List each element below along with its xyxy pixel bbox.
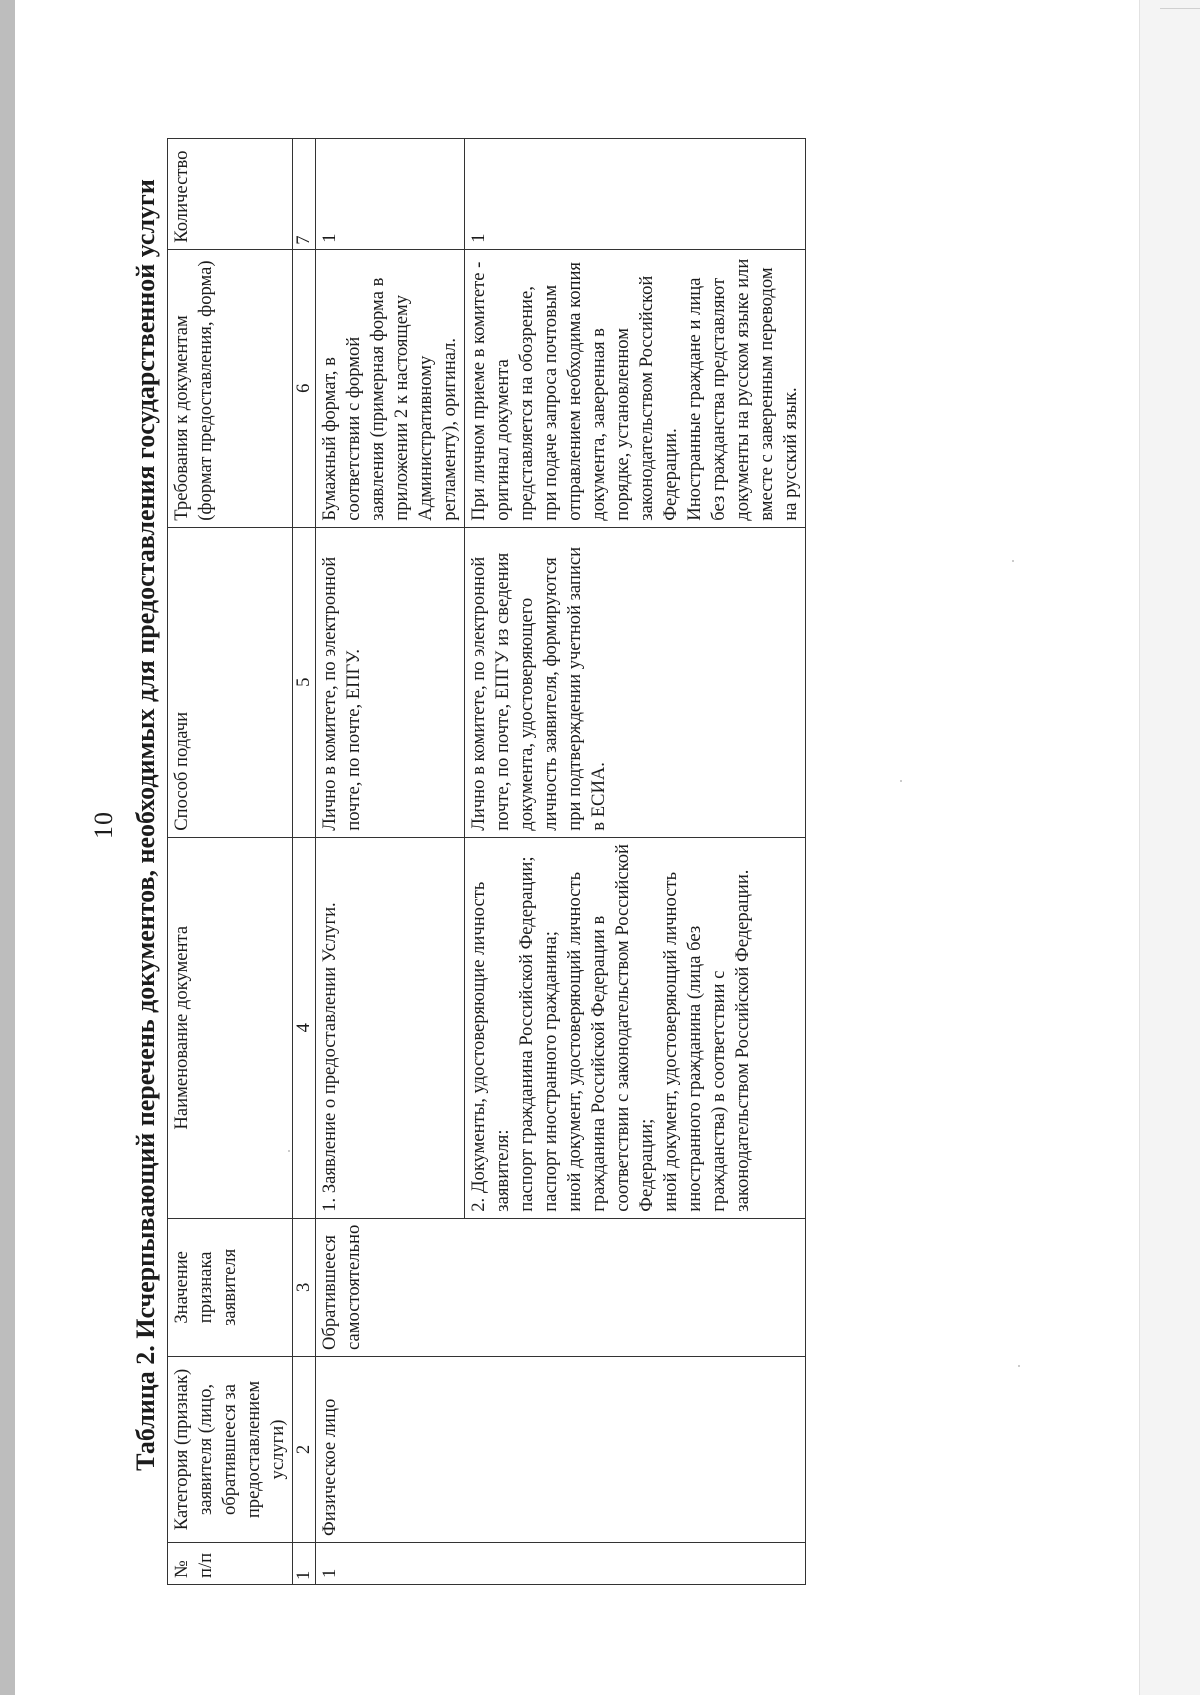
column-number: 6 bbox=[293, 249, 316, 527]
header-category: Категория (признак) заявителя (лицо, обратившееся за предоставлением услуги) bbox=[168, 1357, 293, 1543]
header-submission-method: Способ подачи bbox=[168, 527, 293, 837]
document-line: паспорт иностранного гражданина; bbox=[540, 931, 561, 1212]
document-name: 1. Заявление о предоставлении Услуги. bbox=[316, 837, 465, 1218]
document-quantity: 1 bbox=[316, 138, 465, 249]
document-title: Таблица 2. Исчерпывающий перечень документов, необходимых для предоставления государственной услуги bbox=[131, 179, 160, 1471]
document-line: 2. Документы, удостоверяющие личность заявителя: bbox=[468, 881, 513, 1212]
header-row bbox=[168, 138, 293, 1584]
column-number: 7 bbox=[293, 138, 316, 249]
header-requirements: Требования к документам (формат предоставления, форма) bbox=[168, 249, 293, 527]
applicant-attribute-value: Обратившееся самостоятельно bbox=[316, 1218, 806, 1356]
row-number: 1 bbox=[316, 1543, 806, 1585]
header-quantity: Количество bbox=[168, 138, 293, 249]
header-attribute-value: Значение признака заявителя bbox=[168, 1218, 293, 1356]
document-name bbox=[465, 837, 806, 1218]
document-requirements: Бумажный формат, в соответствии с формой заявления (примерная форма в приложении 2 к настоящему Административному регламенту), оригинал. bbox=[316, 249, 465, 527]
document-line: иной документ, удостоверяющий личность иностранного гражданина (лица без гражданства) в соответствии с законодательством Российской Федерации. bbox=[660, 869, 753, 1212]
table-row bbox=[316, 138, 465, 1584]
column-numbers-row bbox=[293, 138, 316, 1584]
column-number: 4 bbox=[293, 837, 316, 1218]
submission-method: Лично в комитете, по электронной почте, по почте, ЕПГУ. bbox=[316, 527, 465, 837]
document-line: иной документ, удостоверяющий личность гражданина Российской Федерации в соответствии с законодательством Российской Федерации; bbox=[564, 844, 657, 1212]
submission-method: Лично в комитете, по электронной почте, по почте, ЕПГУ из сведения документа, удостоверяющего личность заявителя, формируются при подтверждении учетной записи в ЕСИА. bbox=[465, 527, 806, 837]
document-page bbox=[89, 30, 1035, 1620]
scan-right-margin bbox=[1139, 0, 1200, 1695]
header-number: № п/п bbox=[168, 1543, 293, 1585]
documents-table bbox=[167, 138, 806, 1585]
header-document-name: Наименование документа bbox=[168, 837, 293, 1218]
column-number: 2 bbox=[293, 1357, 316, 1543]
document-quantity: 1 bbox=[465, 138, 806, 249]
document-requirements bbox=[465, 249, 806, 527]
document-line: паспорт гражданина Российской Федерации; bbox=[516, 856, 537, 1212]
scan-right-mark bbox=[1160, 8, 1200, 9]
requirements-line: При личном приеме в комитете - оригинал документа представляется на обозрение, при подаче запроса почтовым отправлением необходима копия документа, заверенная в порядке, установленном законодательством Российской Федерации. bbox=[468, 261, 681, 521]
column-number: 5 bbox=[293, 527, 316, 837]
column-number: 1 bbox=[293, 1543, 316, 1585]
page-number: 10 bbox=[89, 811, 118, 839]
scan-left-margin bbox=[0, 0, 15, 1695]
applicant-category: Физическое лицо bbox=[316, 1357, 806, 1543]
column-number: 3 bbox=[293, 1218, 316, 1356]
requirements-line: Иностранные граждане и лица без гражданства представляют документы на русском языке или вместе с заверенным переводом на русский язык. bbox=[684, 258, 801, 521]
